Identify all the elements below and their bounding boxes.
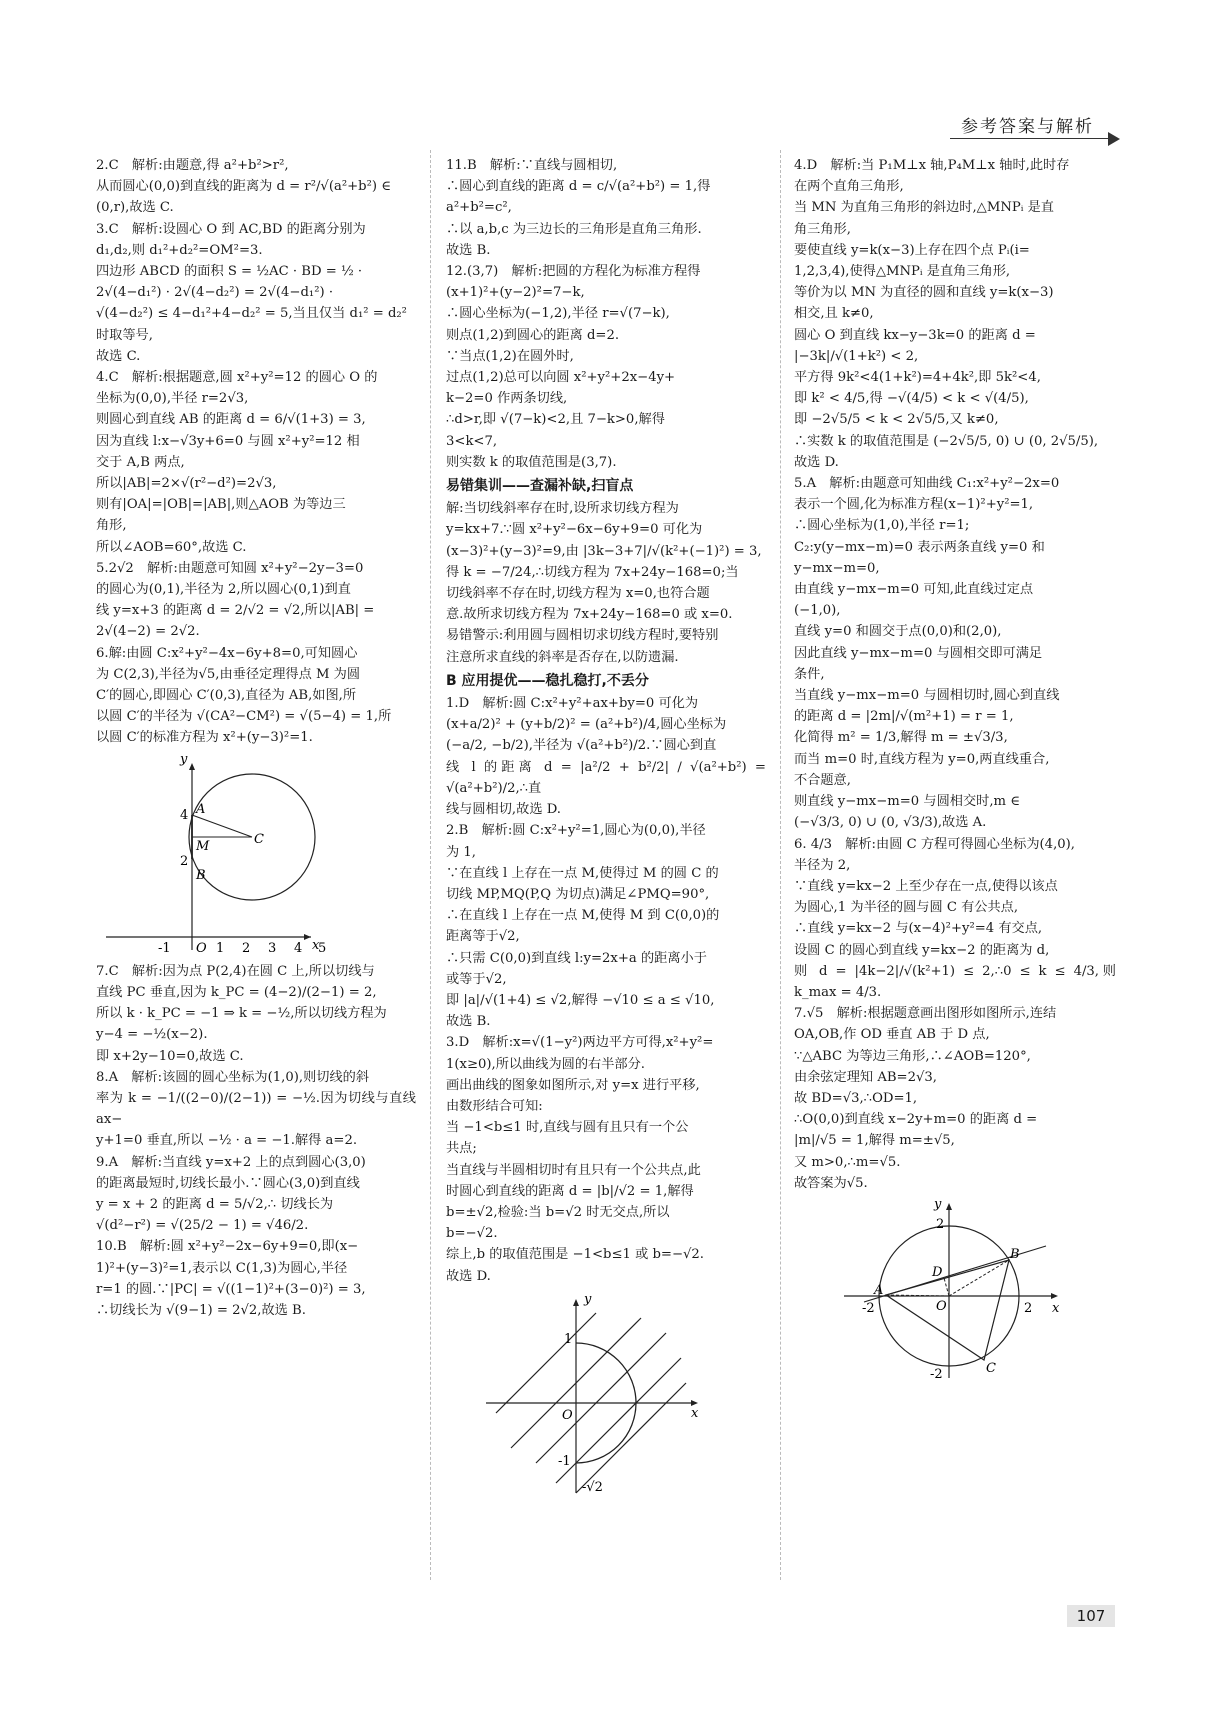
page-header [950,112,1120,140]
text-line: 由直线 y−mx−m=0 可知,此直线过定点 [794,582,1034,598]
text-line: 3.D 解析:x=√(1−y²)两边平方可得,x²+y²= [446,1035,714,1051]
text-line: 1,2,3,4),使得△MNPᵢ 是直角三角形, [794,264,1011,280]
text-line: 故选 C. [96,348,141,364]
text-line: 圆心 O 到直线 kx−y−3k=0 的距离 d = [794,327,1036,343]
text-line: b=−√2. [446,1226,498,1242]
fig3-point-d: D [932,1264,943,1280]
text-line: 2.B 解析:圆 C:x²+y²=1,圆心为(0,0),半径 [446,823,706,839]
text-line: 不合题意, [794,772,851,788]
text-line: 切线 MP,MQ(P,Q 为切点)满足∠PMQ=90°, [446,886,710,902]
text-line: ∴切线长为 √(9−1) = 2√2,故选 B. [96,1302,306,1318]
text-line: 线 y=x+3 的距离 d = 2/√2 = √2,所以|AB| = [96,603,375,619]
text-line: |−3k|/√(1+k²) < 2, [794,348,919,364]
text-line: 当 MN 为直角三角形的斜边时,△MNPᵢ 是直 [794,200,1054,216]
text-line: 在两个直角三角形, [794,179,904,195]
fig1-tick-x5: 5 [318,940,326,955]
text-line: ∴圆心坐标为(−1,2),半径 r=√(7−k), [446,306,670,322]
text-line: ∴圆心坐标为(1,0),半径 r=1; [794,518,970,534]
text-line: 时取等号, [96,327,153,343]
text-line: ∴在直线 l 上存在一点 M,使得 M 到 C(0,0)的 [446,908,720,924]
fig1-point-m: M [196,838,210,854]
text-line: d₁,d₂,则 d₁²+d₂²=OM²=3. [96,242,263,258]
text-line: 从而圆心(0,0)到直线的距离为 d = r²/√(a²+b²) ∈ [96,179,391,195]
fig1-tick-y4: 4 [180,807,189,823]
text-line: (−1,0), [794,603,841,619]
text-line: 化简得 m² = 1/3,解得 m = ±√3/3, [794,730,1008,746]
figure-equilateral-triangle [824,1200,1064,1380]
column-2-text-b [446,693,766,1287]
text-line: 所以∠AOB=60°,故选 C. [96,539,247,555]
text-line: 得 k = −7/24,∴切线方程为 7x+24y−168=0;当 [446,564,739,580]
column-1-text-top [96,155,416,749]
text-line: 故选 D. [794,454,839,470]
text-line: 意.故所求切线方程为 7x+24y−168=0 或 x=0. [446,607,733,623]
fig1-point-c: C [254,831,264,847]
text-line: 当直线与半圆相切时有且只有一个公共点,此 [446,1162,701,1178]
text-line: 2√(4−2) = 2√2. [96,624,200,640]
header-title: 参考答案与解析 [961,117,1094,137]
text-line: C′的圆心,即圆心 C′(0,3),直径为 AB,如图,所 [96,688,357,704]
column-3-text [794,155,1116,1194]
text-line: 的距离 d = |2m|/√(m²+1) = r = 1, [794,709,1014,725]
fig2-x-label: x [691,1405,699,1421]
text-line: ∴以 a,b,c 为三边长的三角形是直角三角形. [446,221,702,237]
text-line: 条件, [794,666,825,682]
text-line: 的距离最短时,切线长最小.∵圆心(3,0)到直线 [96,1175,360,1191]
text-line: 距离等于√2, [446,929,520,945]
fig1-tick-y2: 2 [180,853,189,869]
text-line: 3<k<7, [446,433,498,449]
text-line: 则直线 y−mx−m=0 与圆相交时,m ∈ [794,794,1020,810]
fig3-tick-ym2: -2 [930,1366,943,1380]
text-line: 由余弦定理知 AB=2√3, [794,1069,937,1085]
text-line: 5.A 解析:由题意可知曲线 C₁:x²+y²−2x=0 [794,476,1060,492]
text-line: 11.B 解析:∵直线与圆相切, [446,158,618,173]
text-line: r=1 的圆.∵|PC| = √((1−1)²+(3−0)²) = 3, [96,1281,366,1297]
text-line: ∴直线 y=kx−2 与(x−4)²+y²=4 有交点, [794,921,1043,937]
text-line: (0,r),故选 C. [96,200,174,216]
text-line: 2.C 解析:由题意,得 a²+b²>r², [96,158,289,173]
column-divider-2 [780,150,781,1580]
text-line: 即 k² < 4/5,得 −√(4/5) < k < √(4/5), [794,391,1029,407]
fig2-tick-ms2: -√2 [582,1479,603,1495]
text-line: ∴O(0,0)到直线 x−2y+m=0 的距离 d = [794,1112,1038,1128]
text-line: 切线斜率不存在时,切线方程为 x=0,也符合题 [446,586,710,602]
fig3-point-a: A [874,1282,884,1298]
text-line: √(4−d₂²) ≤ 4−d₁²+4−d₂² = 5,当且仅当 d₁² = d₂² [96,306,407,322]
text-line: 即 x+2y−10=0,故选 C. [96,1048,244,1064]
text-line: (x+a/2)² + (y+b/2)² = (a²+b²)/4,圆心坐标为 [446,717,727,733]
text-line: 等价为以 MN 为直径的圆和直线 y=k(x−3) [794,285,1054,301]
text-line: 共点; [446,1141,477,1157]
text-line: 故答案为√5. [794,1175,868,1191]
text-line: 故选 B. [446,1014,491,1030]
text-line: 解:当切线斜率存在时,设所求切线方程为 [446,501,679,517]
text-line: 交于 A,B 两点, [96,454,185,470]
text-line: 所以|AB|=2×√(r²−d²)=2√3, [96,476,277,492]
text-line: 6.解:由圆 C:x²+y²−4x−6y+8=0,可知圆心 [96,645,358,661]
text-line: 故选 B. [446,242,491,258]
text-line: 为圆心,1 为半径的圆与圆 C 有公共点, [794,900,1019,916]
fig2-origin: O [562,1407,573,1423]
text-line: ∴实数 k 的取值范围是 (−2√5/5, 0) ∪ (0, 2√5/5), [794,433,1099,449]
fig1-point-a: A [196,801,206,817]
text-line: 因此直线 y−mx−m=0 与圆相交即可满足 [794,645,1043,661]
text-line: √(d²−r²) = √(25/2 − 1) = √46/2. [96,1218,309,1234]
text-line: (−a/2, −b/2),半径为 √(a²+b²)/2.∵圆心到直 [446,738,717,754]
text-line: 即 |a|/√(1+4) ≤ √2,解得 −√10 ≤ a ≤ √10, [446,992,715,1008]
text-line: ∴d>r,即 √(7−k)<2,且 7−k>0,解得 [446,412,665,428]
text-line: 过点(1,2)总可以向圆 x²+y²+2x−4y+ [446,370,676,386]
text-line: a²+b²=c², [446,200,512,216]
fig3-point-b: B [1010,1246,1020,1262]
text-line: 当直线 y−mx−m=0 与圆相切时,圆心到直线 [794,688,1060,704]
text-line: 画出曲线的图象如图所示,对 y=x 进行平移, [446,1077,700,1093]
text-line: ∵当点(1,2)在圆外时, [446,348,574,364]
fig1-tick-x1: 1 [216,940,225,955]
text-line: 坐标为(0,0),半径 r=2√3, [96,391,249,407]
text-line: 线 l 的距离 d = |a²/2 + b²/2| / √(a²+b²) = √(a²+b²)/2,∴直 [446,759,766,796]
text-line: 半径为 2, [794,857,851,873]
figure-half-circle [476,1293,706,1503]
text-line: ∵△ABC 为等边三角形,∴∠AOB=120°, [794,1048,1031,1064]
text-line: 表示一个圆,化为标准方程(x−1)²+y²=1, [794,497,1034,513]
text-line: 注意所求直线的斜率是否存在,以防遗漏. [446,649,679,665]
text-line: 直线 y=0 和圆交于点(0,0)和(2,0), [794,624,1002,640]
fig2-tick-m1: -1 [558,1453,571,1469]
text-line: y−4 = −½(x−2). [96,1027,208,1043]
text-line: 率为 k = −1/((2−0)/(2−1)) = −½.因为切线与直线 ax− [96,1090,416,1128]
text-line: 当 −1<b≤1 时,直线与圆有且只有一个公 [446,1120,689,1136]
text-line: 则有|OA|=|OB|=|AB|,则△AOB 为等边三 [96,497,346,513]
column-3 [794,155,1116,1386]
column-2 [446,155,766,1509]
text-line: 7.C 解析:因为点 P(2,4)在圆 C 上,所以切线与 [96,963,375,979]
text-line: 1)²+(y−3)²=1,表示以 C(1,3)为圆心,半径 [96,1260,348,1276]
text-line: ∴圆心到直线的距离 d = c/√(a²+b²) = 1,得 [446,179,711,195]
fig3-x-label: x [1052,1300,1060,1316]
text-line: C₂:y(y−mx−m)=0 表示两条直线 y=0 和 [794,539,1045,555]
text-line: 12.(3,7) 解析:把圆的方程化为标准方程得 [446,264,701,280]
header-rule [950,138,1110,139]
page-number: 107 [1067,1605,1115,1627]
fig3-y-label: y [934,1199,942,1212]
text-line: 相交,且 k≠0, [794,306,874,322]
text-line: |m|/√5 = 1,解得 m=±√5, [794,1133,955,1149]
fig3-tick-x2: 2 [1024,1300,1033,1316]
text-line: (x−3)²+(y−3)²=9,由 |3k−3+7|/√(k²+(−1)²) = 3, [446,543,762,559]
text-line: 则 d = |4k−2|/√(k²+1) ≤ 2,∴0 ≤ k ≤ 4/3,则 k_max = 4/3. [794,963,1116,1000]
text-line: 即 −2√5/5 < k < 2√5/5,又 k≠0, [794,412,999,428]
text-line: 角形, [96,518,127,534]
text-line: ∵直线 y=kx−2 上至少存在一点,使得以该点 [794,878,1058,894]
text-line: 线与圆相切,故选 D. [446,802,561,818]
fig1-origin: O [196,940,207,955]
text-line: 7.√5 解析:根据题意画出图形如图所示,连结 [794,1006,1057,1022]
column-divider-1 [430,150,431,1580]
header-triangle-icon [1108,132,1120,146]
text-line: ∵在直线 l 上存在一点 M,使得过 M 的圆 C 的 [446,865,719,881]
fig1-point-b: B [196,867,206,883]
text-line: 角三角形, [794,221,851,237]
text-line: 以圆 C′的半径为 √(CA²−CM²) = √(5−4) = 1,所 [96,709,392,725]
text-line: 易错警示:利用圆与圆相切求切线方程时,要特别 [446,628,719,644]
text-line: k−2=0 作两条切线, [446,391,568,407]
section-heading-b: B 应用提优——稳扎稳打,不丢分 [446,672,649,689]
text-line: b=±√2,检验:当 b=√2 时无交点,所以 [446,1204,670,1220]
text-line: 则实数 k 的取值范围是(3,7). [446,454,617,470]
text-line: 综上,b 的取值范围是 −1<b≤1 或 b=−√2. [446,1247,704,1263]
fig3-point-c: C [986,1360,996,1376]
text-line: 为 1, [446,844,476,860]
column-2-text-top [446,155,766,473]
fig1-tick-xm1: -1 [158,940,171,955]
column-1-text-bottom [96,961,416,1321]
text-line: 则点(1,2)到圆心的距离 d=2. [446,327,620,343]
text-line: 的圆心为(0,1),半径为 2,所以圆心(0,1)到直 [96,582,351,598]
column-2-text-yicuo [446,498,766,668]
text-line: 四边形 ABCD 的面积 S = ½AC · BD = ½ · [96,264,363,280]
text-line: y+1=0 垂直,所以 −½ · a = −1.解得 a=2. [96,1133,358,1149]
text-line: 以圆 C′的标准方程为 x²+(y−3)²=1. [96,730,313,746]
text-line: 又 m>0,∴m=√5. [794,1154,901,1170]
text-line: 故 BD=√3,∴OD=1, [794,1090,918,1106]
fig3-tick-y2: 2 [936,1216,945,1232]
text-line: (−√3/3, 0) ∪ (0, √3/3),故选 A. [794,815,987,831]
text-line: OA,OB,作 OD 垂直 AB 于 D 点, [794,1027,990,1043]
figure-circle-c [96,755,326,955]
text-line: ∴只需 C(0,0)到直线 l:y=2x+a 的距离小于 [446,950,707,966]
text-line: 3.C 解析:设圆心 O 到 AC,BD 的距离分别为 [96,221,366,237]
text-line: 2√(4−d₁²) · 2√(4−d₂²) = 2√(4−d₁²) · [96,285,334,301]
fig1-tick-x3: 3 [268,940,277,955]
text-line: 8.A 解析:该圆的圆心坐标为(1,0),则切线的斜 [96,1069,370,1085]
text-line: 平方得 9k²<4(1+k²)=4+4k²,即 5k²<4, [794,370,1041,386]
text-line: y−mx−m=0, [794,560,880,576]
text-line: 则圆心到直线 AB 的距离 d = 6/√(1+3) = 3, [96,412,366,428]
fig2-y-label: y [584,1292,592,1307]
fig2-tick-1: 1 [564,1331,573,1347]
fig3-tick-xm2: -2 [862,1300,875,1316]
text-line: 由数形结合可知: [446,1098,543,1114]
fig3-origin: O [936,1298,947,1314]
text-line: 因为直线 l:x−√3y+6=0 与圆 x²+y²=12 相 [96,433,360,449]
text-line: y=kx+7.∵圆 x²+y²−6x−6y+9=0 可化为 [446,522,703,538]
text-line: 或等于√2, [446,971,507,987]
text-line: 9.A 解析:当直线 y=x+2 上的点到圆心(3,0) [96,1154,366,1170]
text-line: 4.D 解析:当 P₁M⊥x 轴,P₄M⊥x 轴时,此时存 [794,158,1070,173]
text-line: 时圆心到直线的距离 d = |b|/√2 = 1,解得 [446,1183,694,1199]
text-line: 故选 D. [446,1268,491,1284]
text-line: 要使直线 y=k(x−3)上存在四个点 Pᵢ(i= [794,242,1030,258]
text-line: 1(x≥0),所以曲线为圆的右半部分. [446,1056,646,1072]
text-line: 为 C(2,3),半径为√5,由垂径定理得点 M 为圆 [96,666,361,682]
text-line: y = x + 2 的距离 d = 5/√2,∴ 切线长为 [96,1196,334,1212]
text-line: 6. 4/3 解析:由圆 C 方程可得圆心坐标为(4,0), [794,836,1075,852]
fig1-y-label: y [180,754,188,767]
text-line: (x+1)²+(y−2)²=7−k, [446,285,585,301]
text-line: 而当 m=0 时,直线方程为 y=0,两直线重合, [794,751,1050,767]
text-line: 直线 PC 垂直,因为 k_PC = (4−2)/(2−1) = 2, [96,984,377,1000]
fig1-tick-x2: 2 [242,940,251,955]
fig1-tick-x4: 4 [294,940,303,955]
section-heading-yicuo: 易错集训——查漏补缺,扫盲点 [446,478,634,495]
text-line: 4.C 解析:根据题意,圆 x²+y²=12 的圆心 O 的 [96,370,378,386]
column-1 [96,155,416,1321]
text-line: 所以 k · k_PC = −1 ⇒ k = −½,所以切线方程为 [96,1006,387,1022]
text-line: 1.D 解析:圆 C:x²+y²+ax+by=0 可化为 [446,696,699,712]
text-line: 10.B 解析:圆 x²+y²−2x−6y+9=0,即(x− [96,1239,359,1255]
fig1-x-label: x [312,937,320,953]
text-line: 设圆 C 的圆心到直线 y=kx−2 的距离为 d, [794,942,1050,958]
text-line: 5.2√2 解析:由题意可知圆 x²+y²−2y−3=0 [96,560,364,576]
